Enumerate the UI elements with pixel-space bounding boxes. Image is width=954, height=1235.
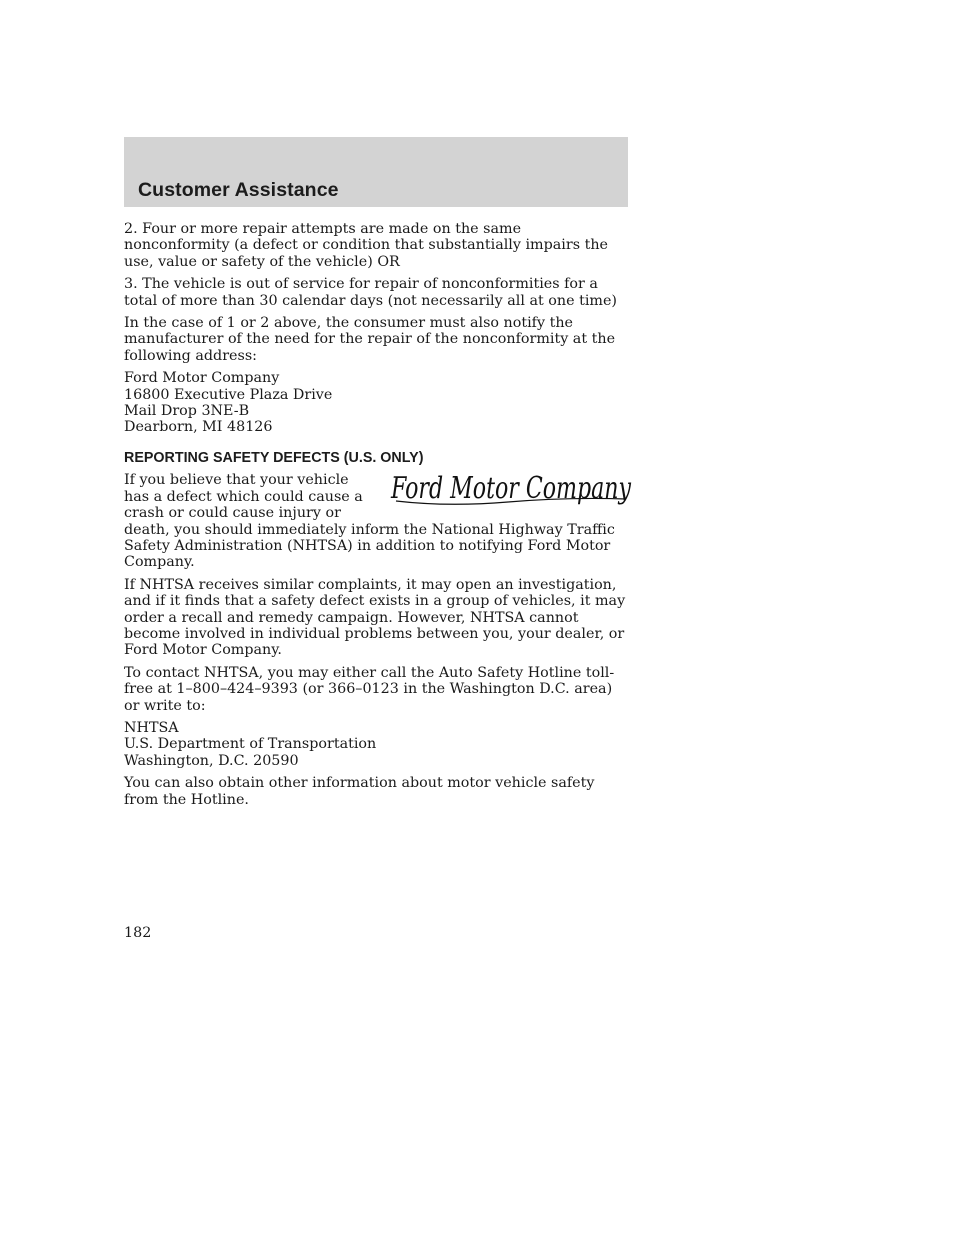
- nhtsa-address-block: [124, 720, 630, 769]
- paragraph-out-of-service: 3. The vehicle is out of service for repair of nonconformities for a total of more than 30 calendar days (not necessarily all at one time): [124, 276, 617, 309]
- section-header-band: [124, 137, 628, 207]
- address-line: U.S. Department of Transportation: [124, 736, 377, 753]
- section-heading-safety-defects: REPORTING SAFETY DEFECTS (U.S. ONLY): [124, 449, 424, 466]
- section-title: Customer Assistance: [138, 179, 339, 201]
- paragraph-hotline-info: You can also obtain other information about motor vehicle safety from the Hotline.: [124, 775, 595, 808]
- paragraph-contact-nhtsa: To contact NHTSA, you may either call the Auto Safety Hotline toll-free at 1–800–424–9393 (or 366–0123 in the Washington D.C. area) or write to:: [124, 664, 615, 714]
- address-line: Ford Motor Company: [124, 370, 280, 387]
- page-content: [124, 221, 630, 814]
- paragraph-report-defect: If you believe that your vehicle has a defect which could cause a crash or could cause injury or death, you should immediately inform the National Highway Traffic Safety Administration (NHTSA) in addition to notifying Ford Motor Company.: [124, 472, 615, 571]
- paragraph-repair-attempts: 2. Four or more repair attempts are made on the same nonconformity (a defect or condition that substantially impairs the use, value or safety of the vehicle) OR: [124, 221, 608, 270]
- address-line: Washington, D.C. 20590: [124, 752, 299, 769]
- address-line: 16800 Executive Plaza Drive: [124, 386, 333, 403]
- paragraph-notify-manufacturer: In the case of 1 or 2 above, the consumer must also notify the manufacturer of the need for the repair of the nonconformity at the following address:: [124, 315, 616, 364]
- ford-address-block: [124, 370, 630, 436]
- address-line: Mail Drop 3NE-B: [124, 403, 250, 420]
- page-number: 182: [124, 925, 152, 941]
- address-line: NHTSA: [124, 719, 179, 736]
- address-line: Dearborn, MI 48126: [124, 419, 273, 436]
- ford-motor-company-logo-icon: [388, 469, 634, 509]
- paragraph-nhtsa-investigation: If NHTSA receives similar complaints, it may open an investigation, and if it finds that a safety defect exists in a group of vehicles, it may order a recall and remedy campaign. However, NHTSA cannot become involved in individual problems between you, your dealer, or Ford Motor Company.: [124, 576, 626, 659]
- logo-script-text: Ford Motor Company: [390, 471, 632, 507]
- paragraph-report-defect-wrapper: [124, 472, 630, 570]
